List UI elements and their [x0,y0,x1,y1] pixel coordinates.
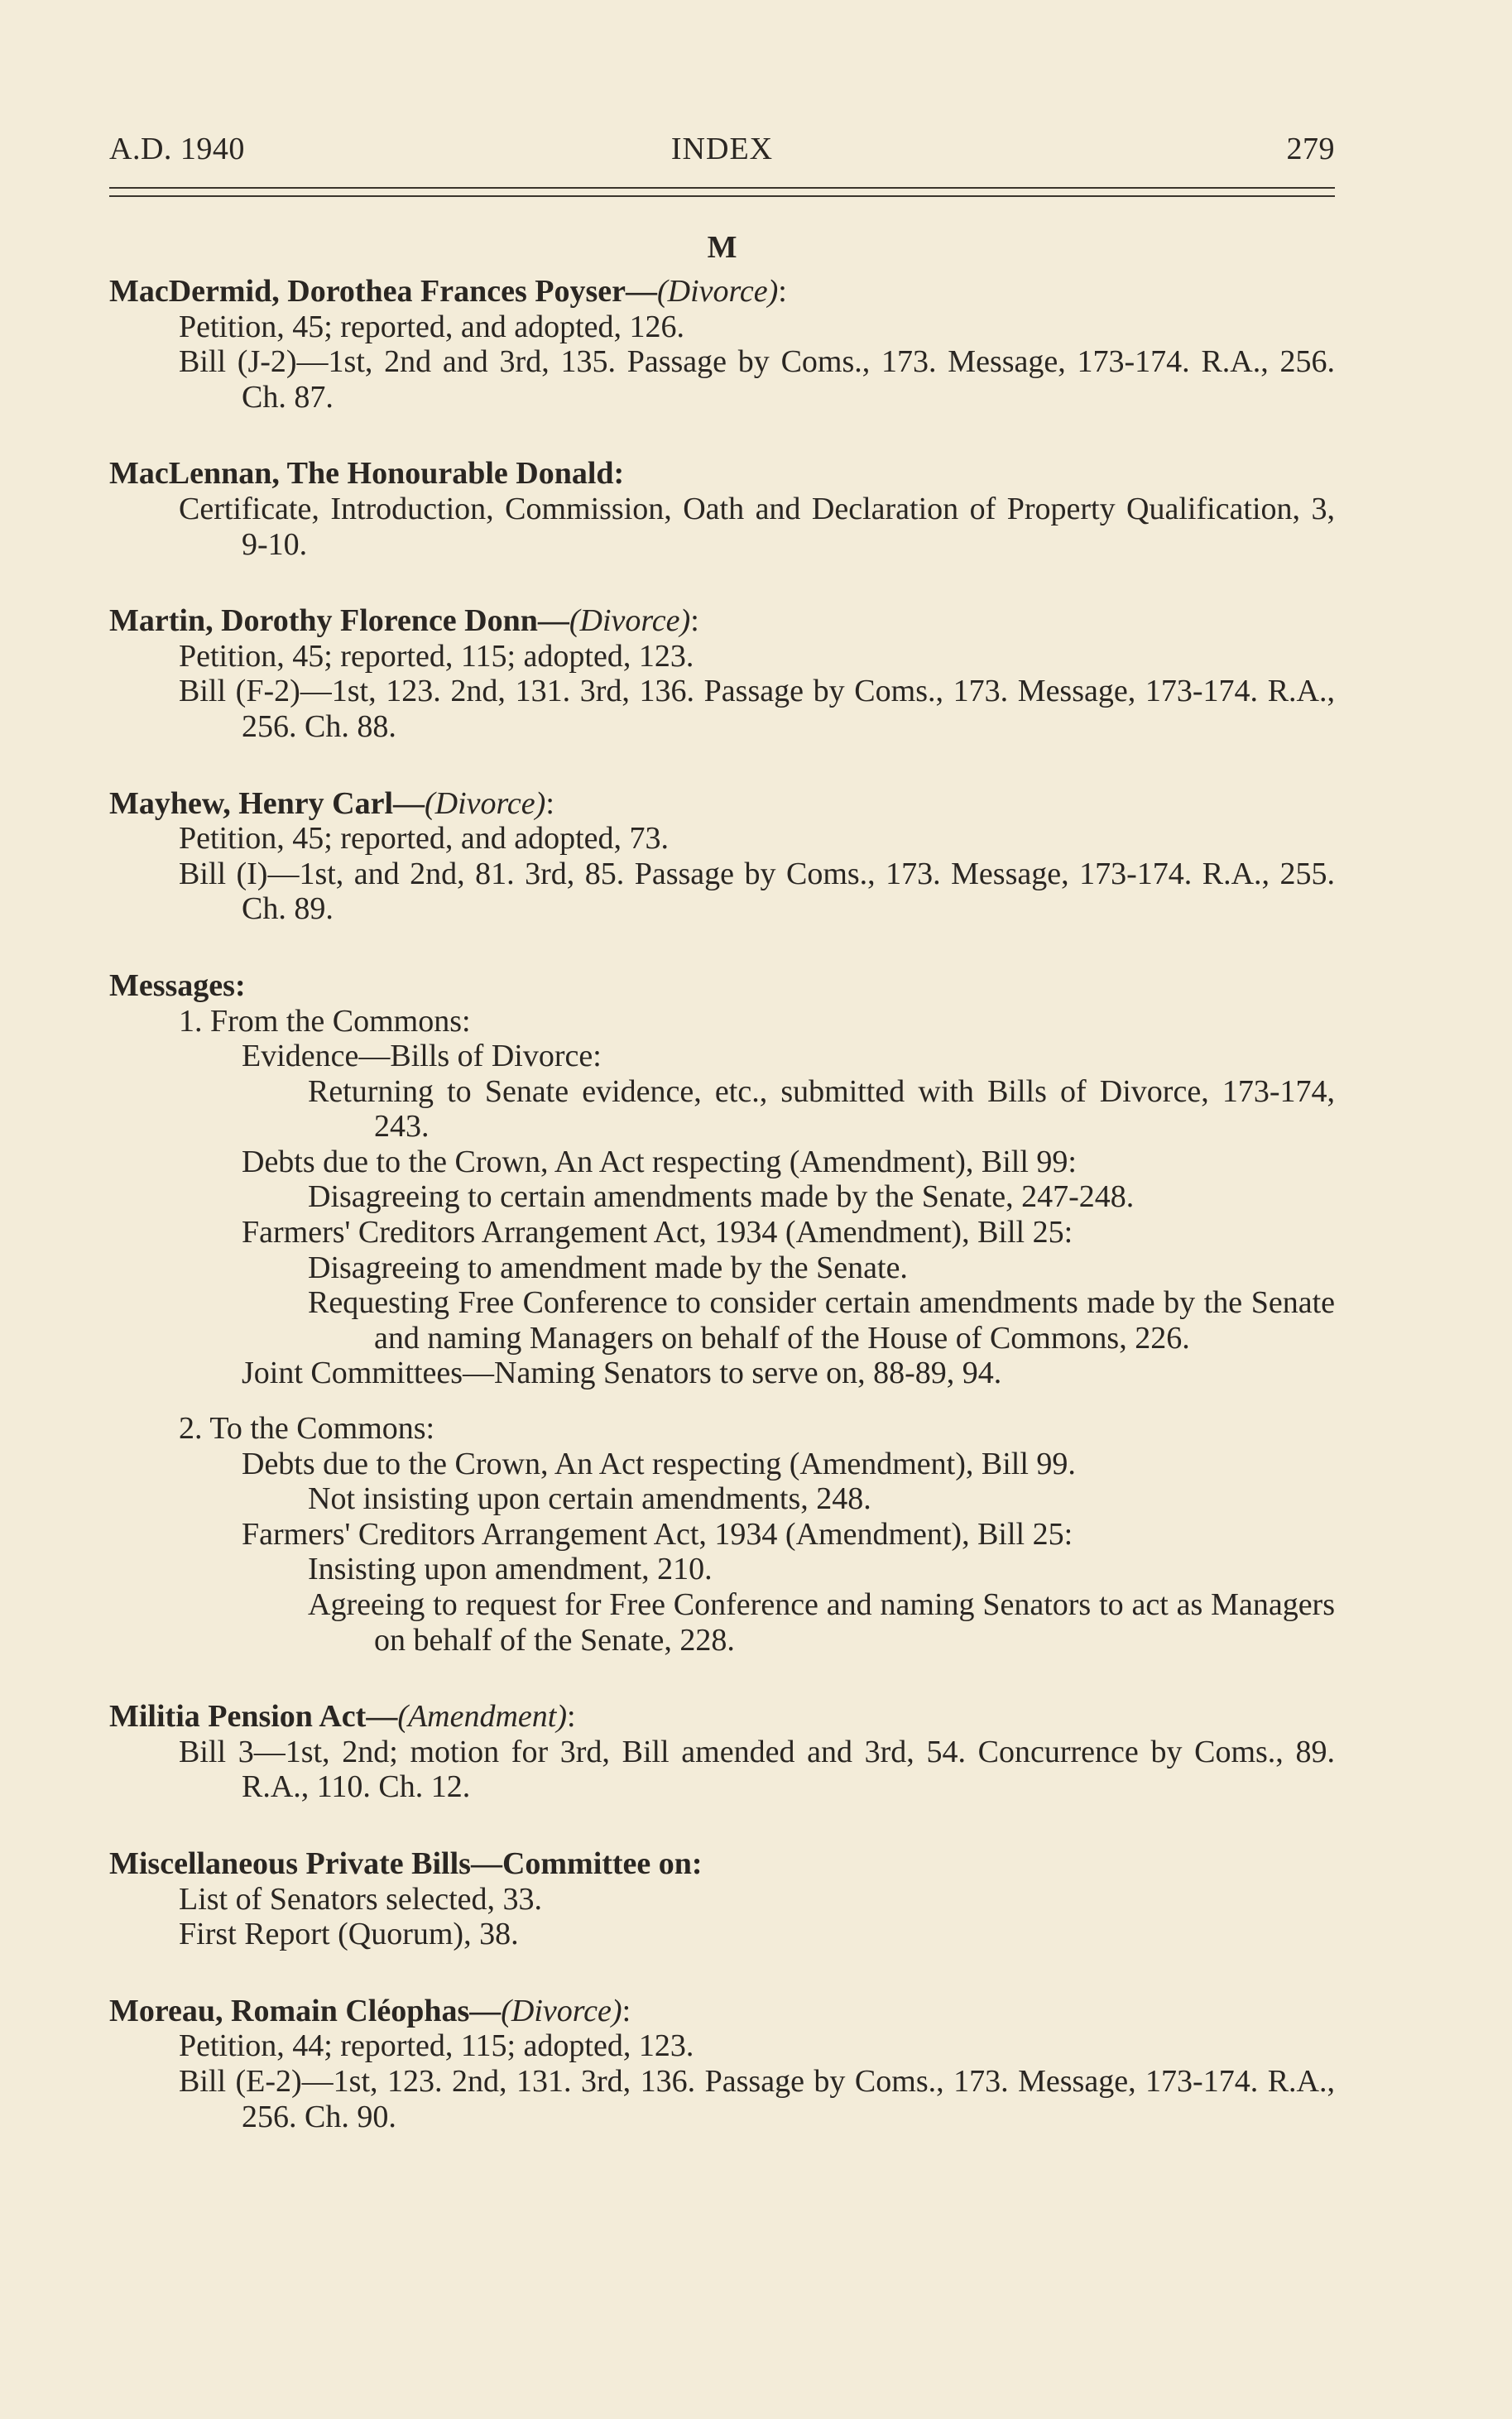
messages-joint-committees: Joint Committees—Naming Senators to serve on, 88-89, 94. [242,1356,1002,1391]
messages-farmers-item: Disagreeing to amendment made by the Senate. [308,1250,908,1285]
index-entry-misc-private-bills [109,1846,1335,1952]
index-entry-moreau [109,1994,1335,2134]
index-entry-maclennan [109,456,1335,562]
entry-heading-suffix: (Amendment) [397,1699,568,1735]
entry-heading: Mayhew, Henry Carl—(Divorce): [109,785,554,821]
messages-farmers-item: Requesting Free Conference to consider certain amendments made by the Senate and naming Managers on behalf of the House of Commons, 226. [308,1285,1335,1356]
entry-heading: MacLennan, The Honourable Donald: [109,456,625,492]
header-rule-bottom [109,195,1335,197]
entry-heading: Messages: [109,967,246,1003]
spacer [109,1391,1335,1411]
entry-heading: Martin, Dorothy Florence Donn—(Divorce): [109,603,699,639]
header-year: A.D. 1940 [109,132,245,166]
entry-line: Certificate, Introduction, Commission, Oath and Declaration of Property Qualification, 3, 9-10. [179,491,1335,562]
messages-farmers-item: Insisting upon amendment, 210. [308,1552,713,1587]
page-number: 279 [1286,132,1335,166]
header-rule-top [109,187,1335,189]
entry-line: Petition, 45; reported, and adopted, 126. [179,309,685,344]
index-entry-messages [109,968,1335,1658]
entry-heading-suffix: (Divorce) [425,785,546,821]
entry-heading: Moreau, Romain Cléophas—(Divorce): [109,1993,631,2028]
entry-line: Bill (E-2)—1st, 123. 2nd, 131. 3rd, 136. Passage by Coms., 173. Message, 173-174. R.A., 256. Ch. 90. [179,2063,1335,2134]
entry-heading-suffix: (Divorce) [569,603,691,639]
entry-line: Bill (F-2)—1st, 123. 2nd, 131. 3rd, 136. Passage by Coms., 173. Message, 173-174. R.A., 256. Ch. 88. [179,674,1335,744]
index-entry-militia-pension [109,1699,1335,1805]
entry-heading: Militia Pension Act—(Amendment): [109,1699,576,1735]
entry-heading-name: MacDermid, Dorothea Frances Poyser [109,274,626,309]
entry-heading-name: Martin, Dorothy Florence Donn [109,603,538,639]
messages-farmers: Farmers' Creditors Arrangement Act, 1934 (Amendment), Bill 25: [242,1215,1073,1250]
messages-debts-item: Disagreeing to certain amendments made by the Senate, 247-248. [308,1179,1135,1215]
index-content [109,230,1335,2134]
index-entry-macdermid [109,274,1335,415]
entry-line: Petition, 45; reported, 115; adopted, 123. [179,638,694,674]
index-entry-mayhew [109,786,1335,927]
messages-farmers: Farmers' Creditors Arrangement Act, 1934 (Amendment), Bill 25: [242,1516,1073,1552]
running-head [109,131,1335,172]
entry-heading-name: Mayhew, Henry Carl [109,785,394,821]
messages-debts: Debts due to the Crown, An Act respecting (Amendment), Bill 99. [242,1446,1076,1481]
messages-evidence: Evidence—Bills of Divorce: [242,1039,602,1074]
entry-heading-name: Moreau, Romain Cléophas [109,1993,470,2028]
entry-heading: MacDermid, Dorothea Frances Poyser—(Divorce): [109,274,787,309]
header-title: INDEX [670,132,774,166]
entry-line: Bill 3—1st, 2nd; motion for 3rd, Bill amended and 3rd, 54. Concurrence by Coms., 89. R.A., 110. Ch. 12. [179,1734,1335,1805]
entry-line: Bill (J-2)—1st, 2nd and 3rd, 135. Passage by Coms., 173. Message, 173-174. R.A., 256. Ch. 87. [179,344,1335,415]
messages-debts-item: Not insisting upon certain amendments, 248. [308,1481,871,1517]
messages-evidence-item: Returning to Senate evidence, etc., submitted with Bills of Divorce, 173-174, 243. [308,1073,1335,1145]
messages-farmers-item: Agreeing to request for Free Conference and naming Senators to act as Managers on behalf of the Senate, 228. [308,1587,1335,1658]
entry-line: List of Senators selected, 33. [179,1881,543,1917]
entry-heading: Miscellaneous Private Bills—Committee on: [109,1845,703,1881]
messages-debts: Debts due to the Crown, An Act respecting (Amendment), Bill 99: [242,1144,1077,1179]
entry-heading-suffix: (Divorce) [501,1993,622,2028]
entry-line: Petition, 45; reported, and adopted, 73. [179,821,670,857]
entry-heading-name: Militia Pension Act [109,1699,367,1735]
messages-from-commons-label: 1. From the Commons: [179,1003,471,1039]
entry-line: Petition, 44; reported, 115; adopted, 123. [179,2028,694,2064]
entry-heading-suffix: (Divorce) [657,274,779,309]
section-letter: M [707,230,737,265]
messages-to-commons-label: 2. To the Commons: [179,1411,435,1447]
index-entry-martin [109,603,1335,744]
entry-line: First Report (Quorum), 38. [179,1917,519,1952]
entry-line: Bill (I)—1st, and 2nd, 81. 3rd, 85. Passage by Coms., 173. Message, 173-174. R.A., 255. Ch. 89. [179,856,1335,927]
